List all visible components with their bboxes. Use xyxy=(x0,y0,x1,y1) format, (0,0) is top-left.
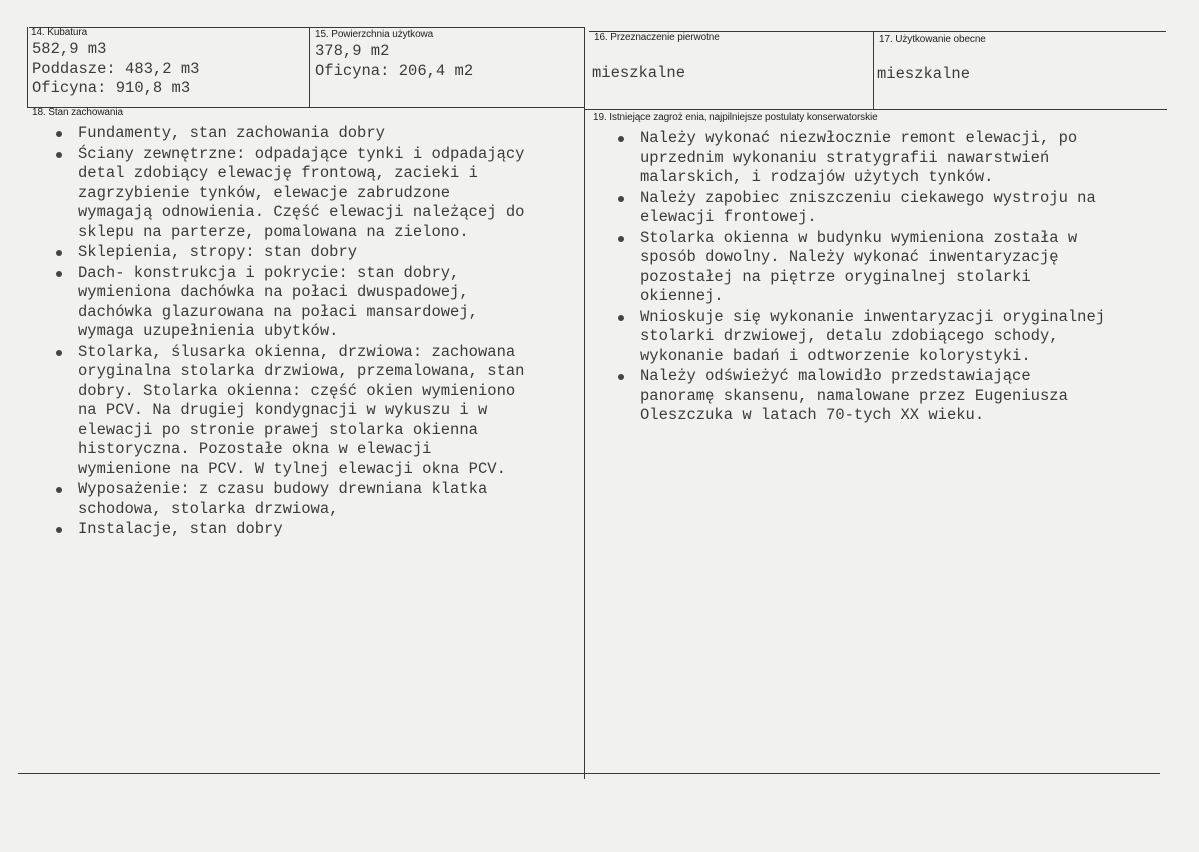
divider-16-17 xyxy=(873,31,874,109)
kubatura-label: 14. Kubatura xyxy=(31,27,88,38)
kubatura-line-2: Poddasze: 483,2 m3 xyxy=(32,60,200,78)
divider-14-15 xyxy=(309,27,310,108)
stan-item-7: Instalacje, stan dobry xyxy=(52,520,582,540)
center-divider xyxy=(584,27,585,779)
zagrozenia-item-2: Należy zapobiec zniszczeniu ciekawego wystroju na elewacji frontowej. xyxy=(614,189,1174,228)
stan-label: 18. Stan zachowania xyxy=(32,107,123,118)
przeznaczenie-label: 16. Przeznaczenie pierwotne xyxy=(594,32,720,43)
stan-item-1: Fundamenty, stan zachowania dobry xyxy=(52,124,582,144)
bottom-border xyxy=(18,773,1160,774)
kubatura-line-3: Oficyna: 910,8 m3 xyxy=(32,79,191,97)
stan-item-5: Stolarka, ślusarka okienna, drzwiowa: zachowana oryginalna stolarka drzwiowa, przemalowana, stan dobry. Stolarka okienna: część okien wymieniono na PCV. Na drugiej kondygnacji w wykuszu i w elewacji po stronie prawej stolarka okienna historyczna. Pozostałe okna w elewacji wymienione na PCV. W tylnej elewacji okna PCV. xyxy=(52,343,582,480)
stan-item-2: Ściany zewnętrzne: odpadające tynki i odpadający detal zdobiący elewację frontową, zacieki i zagrzybienie tynków, elewacje zabrudzone wymagają odnowienia. Część elewacji należącej do sklepu na parterze, pomalowana na zielono. xyxy=(52,145,582,243)
zagrozenia-item-3: Stolarka okienna w budynku wymieniona została w sposób dowolny. Należy wykonać inwentaryzację pozostałej na piętrze oryginalnej stolarki okiennej. xyxy=(614,229,1174,307)
stan-item-6: Wyposażenie: z czasu budowy drewniana klatka schodowa, stolarka drzwiowa, xyxy=(52,480,582,519)
stan-list xyxy=(52,124,582,541)
uzytkowanie-value: mieszkalne xyxy=(877,65,971,83)
powierzchnia-line-1: 378,9 m2 xyxy=(315,42,390,60)
kubatura-line-1: 582,9 m3 xyxy=(32,40,107,58)
powierzchnia-line-2: Oficyna: 206,4 m2 xyxy=(315,62,474,80)
zagrozenia-item-5: Należy odświeżyć malowidło przedstawiające panoramę skansenu, namalowane przez Eugeniusza Oleszczuka w latach 70-tych XX wieku. xyxy=(614,367,1174,426)
stan-item-4: Dach- konstrukcja i pokrycie: stan dobry, wymieniona dachówka na połaci dwuspadowej, dachówka glazurowana na połaci mansardowej, wymaga uzupełnienia ubytków. xyxy=(52,264,582,342)
zagrozenia-label: 19. Istniejące zagroż enia, najpilniejsze postulaty konserwatorskie xyxy=(593,112,878,123)
zagrozenia-list xyxy=(614,129,1174,427)
zagrozenia-item-4: Wnioskuje się wykonanie inwentaryzacji oryginalnej stolarki drzwiowej, detalu zdobiącego schody, wykonanie badań i odtworzenie kolorystyki. xyxy=(614,308,1174,367)
uzytkowanie-label: 17. Użytkowanie obecne xyxy=(879,34,986,45)
zagrozenia-item-1: Należy wykonać niezwłocznie remont elewacji, po uprzednim wykonaniu stratygrafii nawarstwień malarskich, i rodzajów użytych tynków. xyxy=(614,129,1174,188)
top-border-left xyxy=(29,27,584,28)
przeznaczenie-value: mieszkalne xyxy=(592,64,686,82)
stan-item-3: Sklepienia, stropy: stan dobry xyxy=(52,243,582,263)
row-divider-right xyxy=(584,109,1167,110)
powierzchnia-label: 15. Powierzchnia użytkowa xyxy=(315,29,434,40)
left-border xyxy=(27,27,28,108)
